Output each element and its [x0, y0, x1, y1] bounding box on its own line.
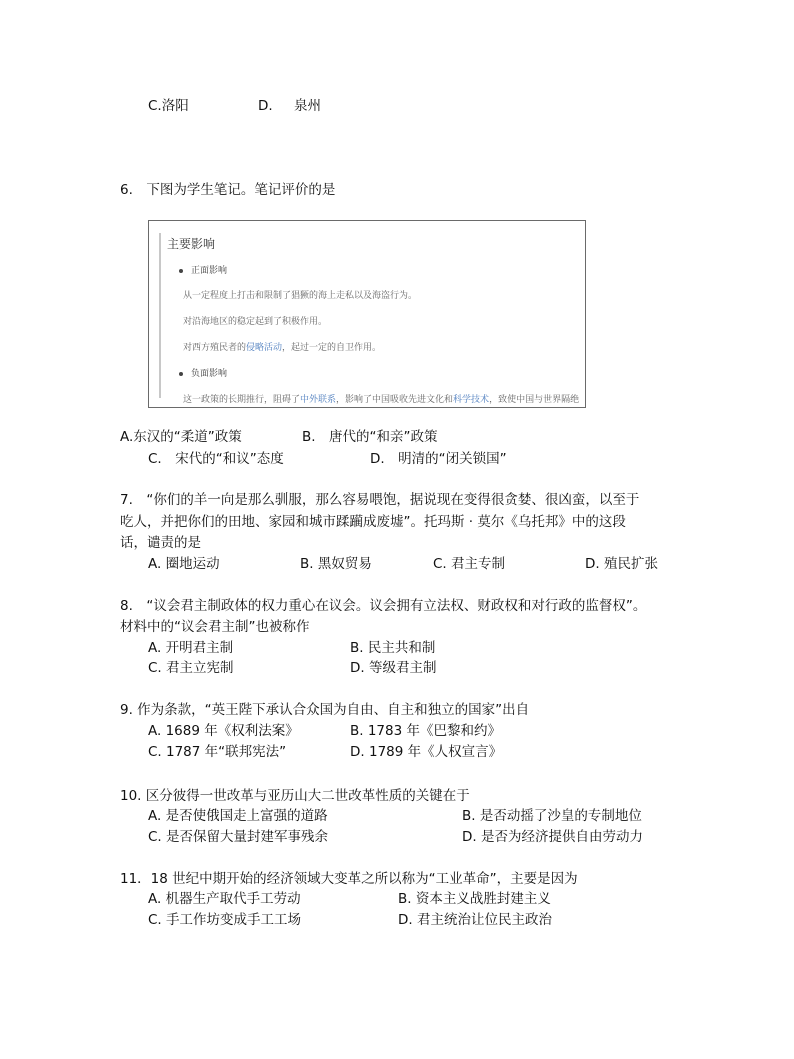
q10-option-d: D. 是否为经济提供自由劳动力 [462, 829, 643, 845]
note-bullet-positive [179, 263, 227, 276]
note-line-3-link: 侵略活动 [246, 343, 283, 353]
q8-option-a: A. 开明君主制 [148, 640, 234, 656]
q10-option-a: A. 是否使俄国走上富强的道路 [148, 808, 328, 824]
bullet-dot-icon [179, 269, 183, 273]
note-line-3 [183, 340, 381, 353]
note-line-4-b: ，影响了中国吸收先进文化和 [336, 395, 454, 405]
note-bullet-positive-label: 正面影响 [191, 266, 228, 276]
q6-option-b: B. 唐代的“和亲”政策 [302, 429, 438, 445]
q5-option-c: C.洛阳 [148, 98, 189, 114]
note-line-4 [183, 392, 579, 405]
q8-stem-line-1: 8. “议会君主制政体的权力重心在议会。议会拥有立法权、财政权和对行政的监督权”。 [120, 598, 647, 614]
q8-stem-line-2: 材料中的“议会君主制”也被称作 [120, 619, 310, 635]
note-bullet-negative-label: 负面影响 [191, 369, 228, 379]
note-line-4-link-2: 科学技术 [453, 395, 490, 405]
q10-option-c: C. 是否保留大量封建军事残余 [148, 829, 329, 845]
q6-stem: 6. 下图为学生笔记。笔记评价的是 [120, 182, 336, 198]
q7-stem-line-2: 吃人，并把你们的田地、家园和城市蹂躏成废墟”。托玛斯 · 莫尔《乌托邦》中的这段 [120, 514, 626, 530]
q10-stem: 10. 区分彼得一世改革与亚历山大二世改革性质的关键在于 [120, 788, 470, 804]
q11-option-b: B. 资本主义战胜封建主义 [398, 891, 551, 907]
note-line-2: 对沿海地区的稳定起到了积极作用。 [183, 317, 328, 327]
q11-option-a: A. 机器生产取代手工劳动 [148, 891, 301, 907]
q6-option-a: A.东汉的“柔道”政策 [120, 429, 242, 445]
q6-option-c: C. 宋代的“和议”态度 [148, 451, 284, 467]
q9-option-d: D. 1789 年《人权宣言》 [350, 744, 503, 760]
q7-option-d: D. 殖民扩张 [585, 556, 658, 572]
note-line-4-link-1: 中外联系 [300, 395, 337, 405]
note-line-4-c: ，致使中国与世界隔绝 [489, 395, 580, 405]
bullet-dot-icon [179, 372, 183, 376]
note-left-rule [159, 233, 161, 398]
q11-option-c: C. 手工作坊变成手工工场 [148, 912, 302, 928]
q10-option-b: B. 是否动摇了沙皇的专制地位 [462, 808, 642, 824]
q9-stem: 9. 作为条款，“英王陛下承认合众国为自由、自主和独立的国家”出自 [120, 702, 530, 718]
note-title: 主要影响 [167, 237, 216, 251]
q7-option-c: C. 君主专制 [433, 556, 506, 572]
q8-option-d: D. 等级君主制 [350, 660, 437, 676]
student-note-image [148, 220, 586, 408]
q9-option-c: C. 1787 年“联邦宪法” [148, 744, 287, 760]
q7-stem-line-3: 话，谴责的是 [120, 535, 201, 551]
q7-option-b: B. 黑奴贸易 [300, 556, 372, 572]
q8-option-b: B. 民主共和制 [350, 640, 436, 656]
q11-stem: 11．18 世纪中期开始的经济领域大变革之所以称为“工业革命”，主要是因为 [120, 871, 578, 887]
q7-stem-line-1: 7. “你们的羊一向是那么驯服，那么容易喂饱，据说现在变得很贪婪、很凶蛮，以至于 [120, 492, 640, 508]
q5-option-d-letter: D. [258, 98, 273, 114]
q8-option-c: C. 君主立宪制 [148, 660, 234, 676]
q7-option-a: A. 圈地运动 [148, 556, 220, 572]
note-bullet-negative [179, 366, 227, 379]
note-line-1: 从一定程度上打击和限制了猖獗的海上走私以及海盗行为。 [183, 291, 418, 301]
q9-option-a: A. 1689 年《权利法案》 [148, 723, 299, 739]
note-line-3-b: ，起过一定的自卫作用。 [282, 343, 382, 353]
note-line-4-a: 这一政策的长期推行，阻碍了 [183, 395, 301, 405]
q6-option-d: D. 明清的“闭关锁国” [370, 451, 507, 467]
q5-option-d: 泉州 [294, 98, 321, 114]
q11-option-d: D. 君主统治让位民主政治 [398, 912, 552, 928]
note-line-3-a: 对西方殖民者的 [183, 343, 247, 353]
q9-option-b: B. 1783 年《巴黎和约》 [350, 723, 501, 739]
